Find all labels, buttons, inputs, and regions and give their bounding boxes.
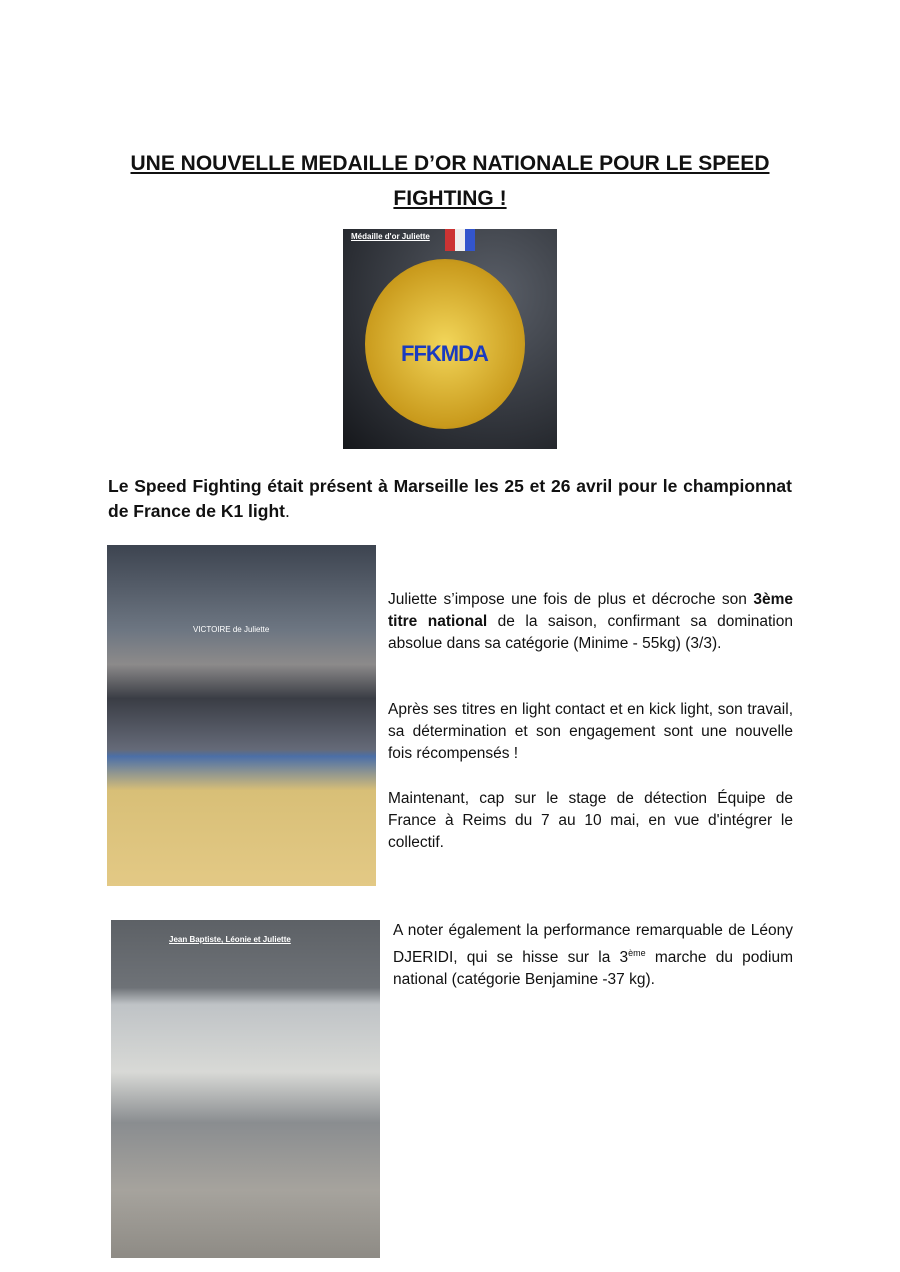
paragraph-achievements: Après ses titres en light contact et en kick light, son travail, sa détermination et son engagement sont une nouvelle fois récompensés ! — [388, 701, 793, 762]
page-title: UNE NOUVELLE MEDAILLE D’OR NATIONALE POUR LE SPEED FIGHTING ! — [130, 152, 770, 210]
intro-text: Le Speed Fighting était présent à Marseille les 25 et 26 avril pour le championnat de France de K1 light — [108, 476, 792, 521]
group-photo — [111, 920, 380, 1258]
medal-photo — [343, 229, 557, 449]
intro-end: . — [284, 501, 290, 521]
p4-sup: ème — [628, 948, 646, 958]
victory-photo — [107, 545, 376, 886]
group-caption: Jean Baptiste, Léonie et Juliette — [169, 935, 291, 944]
medal-logo: FFKMDA — [401, 341, 488, 366]
paragraph-title — [388, 589, 793, 655]
p1-text: Juliette s’impose une fois de plus et décroche son — [388, 591, 754, 608]
paragraph-next-steps: Maintenant, cap sur le stage de détection Équipe de France à Reims du 7 au 10 mai, en vue d'intégrer le collectif. — [388, 790, 793, 851]
medal-icon — [365, 259, 525, 429]
p1-bold: 3ème titre national — [388, 591, 793, 630]
medal-caption: Médaille d'or Juliette — [351, 232, 430, 241]
victory-caption: VICTOIRE de Juliette — [193, 625, 270, 634]
p1-text-end: de la saison, confirmant sa domination absolue dans sa catégorie (Minime - 55kg) (3/3). — [388, 613, 793, 652]
medal-ribbon — [445, 229, 475, 251]
paragraph-leony — [393, 920, 793, 991]
p4-text-end: marche du podium national (catégorie Benjamine -37 kg). — [393, 949, 793, 989]
p4-text: A noter également la performance remarquable de Léony DJERIDI, qui se hisse sur la 3 — [393, 922, 793, 967]
intro-paragraph — [108, 474, 792, 524]
